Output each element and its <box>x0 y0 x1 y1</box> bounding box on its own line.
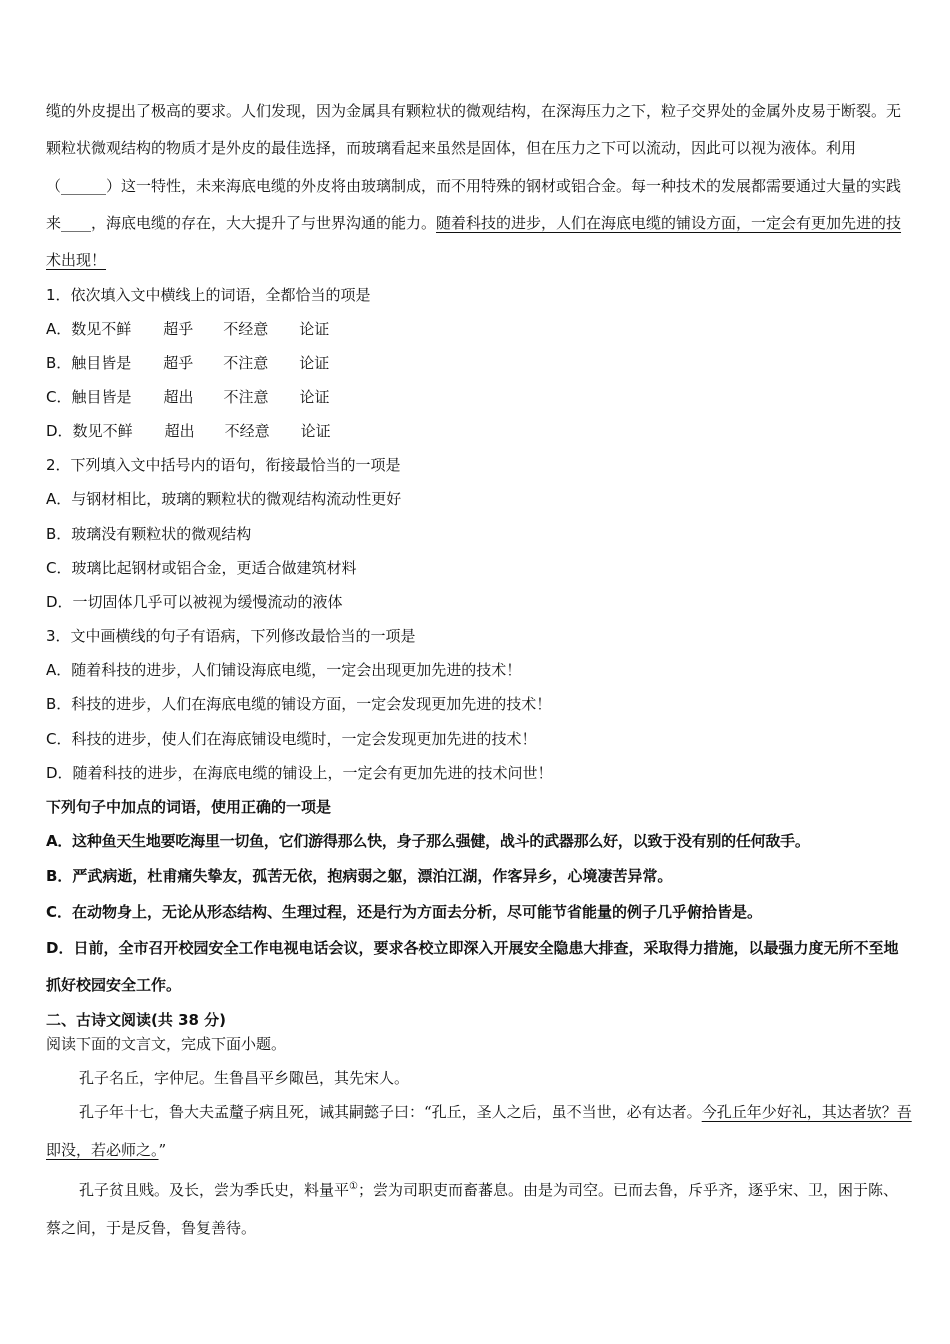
option-letter: B． <box>46 354 72 372</box>
option-word: 触目皆是 <box>71 388 132 406</box>
q3-stem: 3．文中画横线的句子有语病，下列修改最恰当的一项是 <box>46 627 416 645</box>
q2-option-c[interactable]: C．玻璃比起钢材或铝合金，更适合做建筑材料 <box>46 559 357 577</box>
option-letter: A． <box>46 320 72 338</box>
option-word: 数见不鲜 <box>71 320 132 338</box>
option-word: 论证 <box>299 388 330 406</box>
paragraph-text: ；尝为司职吏而畜蕃息。由是为司空。已而去鲁，斥乎齐，逐乎宋、卫，困于陈、蔡之间，于是反鲁，鲁复善待。 <box>46 1181 898 1237</box>
option-letter: D． <box>46 422 73 440</box>
q4-option-b[interactable]: B．严武病逝，杜甫痛失挚友，孤苦无依，抱病弱之躯，漂泊江湖，作客异乡，心境凄苦异常。 <box>46 867 673 885</box>
q1-option-d[interactable] <box>46 419 916 443</box>
passage-paragraph <box>46 93 906 279</box>
q2-option-b[interactable]: B．玻璃没有颗粒状的微观结构 <box>46 525 252 543</box>
option-word: 超乎 <box>163 320 194 338</box>
classical-paragraph-1: 孔子名丘，字仲尼。生鲁昌平乡陬邑，其先宋人。 <box>79 1069 410 1087</box>
option-word: 论证 <box>299 320 330 338</box>
option-word: 超出 <box>163 388 194 406</box>
section-title: 二、古诗文阅读(共 38 分) <box>46 1011 227 1029</box>
underlined-sentence: 随着科技的进步，人们在海底电缆的铺设方面，一定会有更加先进的技术出现！ <box>46 213 902 270</box>
closing-quote: ” <box>158 1140 167 1159</box>
footnote-marker: ① <box>349 1181 358 1192</box>
option-word: 论证 <box>299 354 330 372</box>
q4-option-c[interactable]: C．在动物身上，无论从形态结构、生理过程，还是行为方面去分析，尽可能节省能量的例子几乎俯拾皆是。 <box>46 903 763 921</box>
paragraph-text: 孔子贫且贱。及长，尝为季氏史，料量平 <box>79 1181 350 1199</box>
q4-stem: 下列句子中加点的词语，使用正确的一项是 <box>46 798 332 816</box>
underlined-sentence: 今孔丘年少好礼，其达者欤？吾即没，若必师之。 <box>46 1103 912 1159</box>
classical-paragraph-2 <box>46 1094 916 1169</box>
option-word: 不注意 <box>223 354 269 372</box>
classical-paragraph-3 <box>46 1168 912 1247</box>
option-word: 不经意 <box>224 422 270 440</box>
q2-option-d[interactable]: D．一切固体几乎可以被视为缓慢流动的液体 <box>46 593 343 611</box>
option-word: 不经意 <box>223 320 269 338</box>
q2-option-a[interactable]: A．与钢材相比，玻璃的颗粒状的微观结构流动性更好 <box>46 490 402 508</box>
option-word: 论证 <box>300 422 331 440</box>
q1-option-a[interactable] <box>46 317 916 341</box>
q3-option-b[interactable]: B．科技的进步，人们在海底电缆的铺设方面，一定会发现更加先进的技术！ <box>46 695 552 713</box>
q3-option-d[interactable]: D．随着科技的进步，在海底电缆的铺设上，一定会有更加先进的技术问世！ <box>46 764 553 782</box>
q1-option-c[interactable] <box>46 385 916 409</box>
option-word: 超出 <box>164 422 195 440</box>
q1-option-b[interactable] <box>46 351 916 375</box>
q3-option-c[interactable]: C．科技的进步，使人们在海底铺设电缆时，一定会发现更加先进的技术！ <box>46 730 537 748</box>
q4-option-a[interactable]: A．这种鱼天生地要吃海里一切鱼，它们游得那么快，身子那么强健，战斗的武器那么好，以致于没有别的任何敌手。 <box>46 832 810 850</box>
q1-stem: 1．依次填入文中横线上的词语，全都恰当的项是 <box>46 286 371 304</box>
option-letter: C． <box>46 388 72 406</box>
section-instruction: 阅读下面的文言文，完成下面小题。 <box>46 1035 287 1053</box>
option-word: 触目皆是 <box>71 354 132 372</box>
q3-option-a[interactable]: A．随着科技的进步，人们铺设海底电缆，一定会出现更加先进的技术！ <box>46 661 522 679</box>
q2-stem: 2．下列填入文中括号内的语句，衔接最恰当的一项是 <box>46 456 401 474</box>
q4-option-d[interactable]: D．日前，全市召开校园安全工作电视电话会议，要求各校立即深入开展安全隐患大排查，采取得力措施，以最强力度无所不至地抓好校园安全工作。 <box>46 939 899 994</box>
passage-text: 缆的外皮提出了极高的要求。人们发现，因为金属具有颗粒状的微观结构，在深海压力之下，粒子交界处的金属外皮易于断裂。无颗粒状微观结构的物质才是外皮的最佳选择，而玻璃看起来虽然是固体，但在压力之下可以流动，因此可以视为液体。利用（______）这一特性，未来海底电缆的外皮将由玻璃制成，而不用特殊的钢材或铝合金。每一种技术的发展都需要通过大量的实践来____，海底电缆的存在，大大提升了与世界沟通的能力。 <box>46 102 902 232</box>
paragraph-text: 孔子年十七，鲁大夫孟釐子病且死，诫其嗣懿子曰：“孔丘，圣人之后，虽不当世，必有达者。 <box>79 1103 702 1121</box>
option-word: 不注意 <box>223 388 269 406</box>
option-word: 数见不鲜 <box>72 422 133 440</box>
option-word: 超乎 <box>163 354 194 372</box>
